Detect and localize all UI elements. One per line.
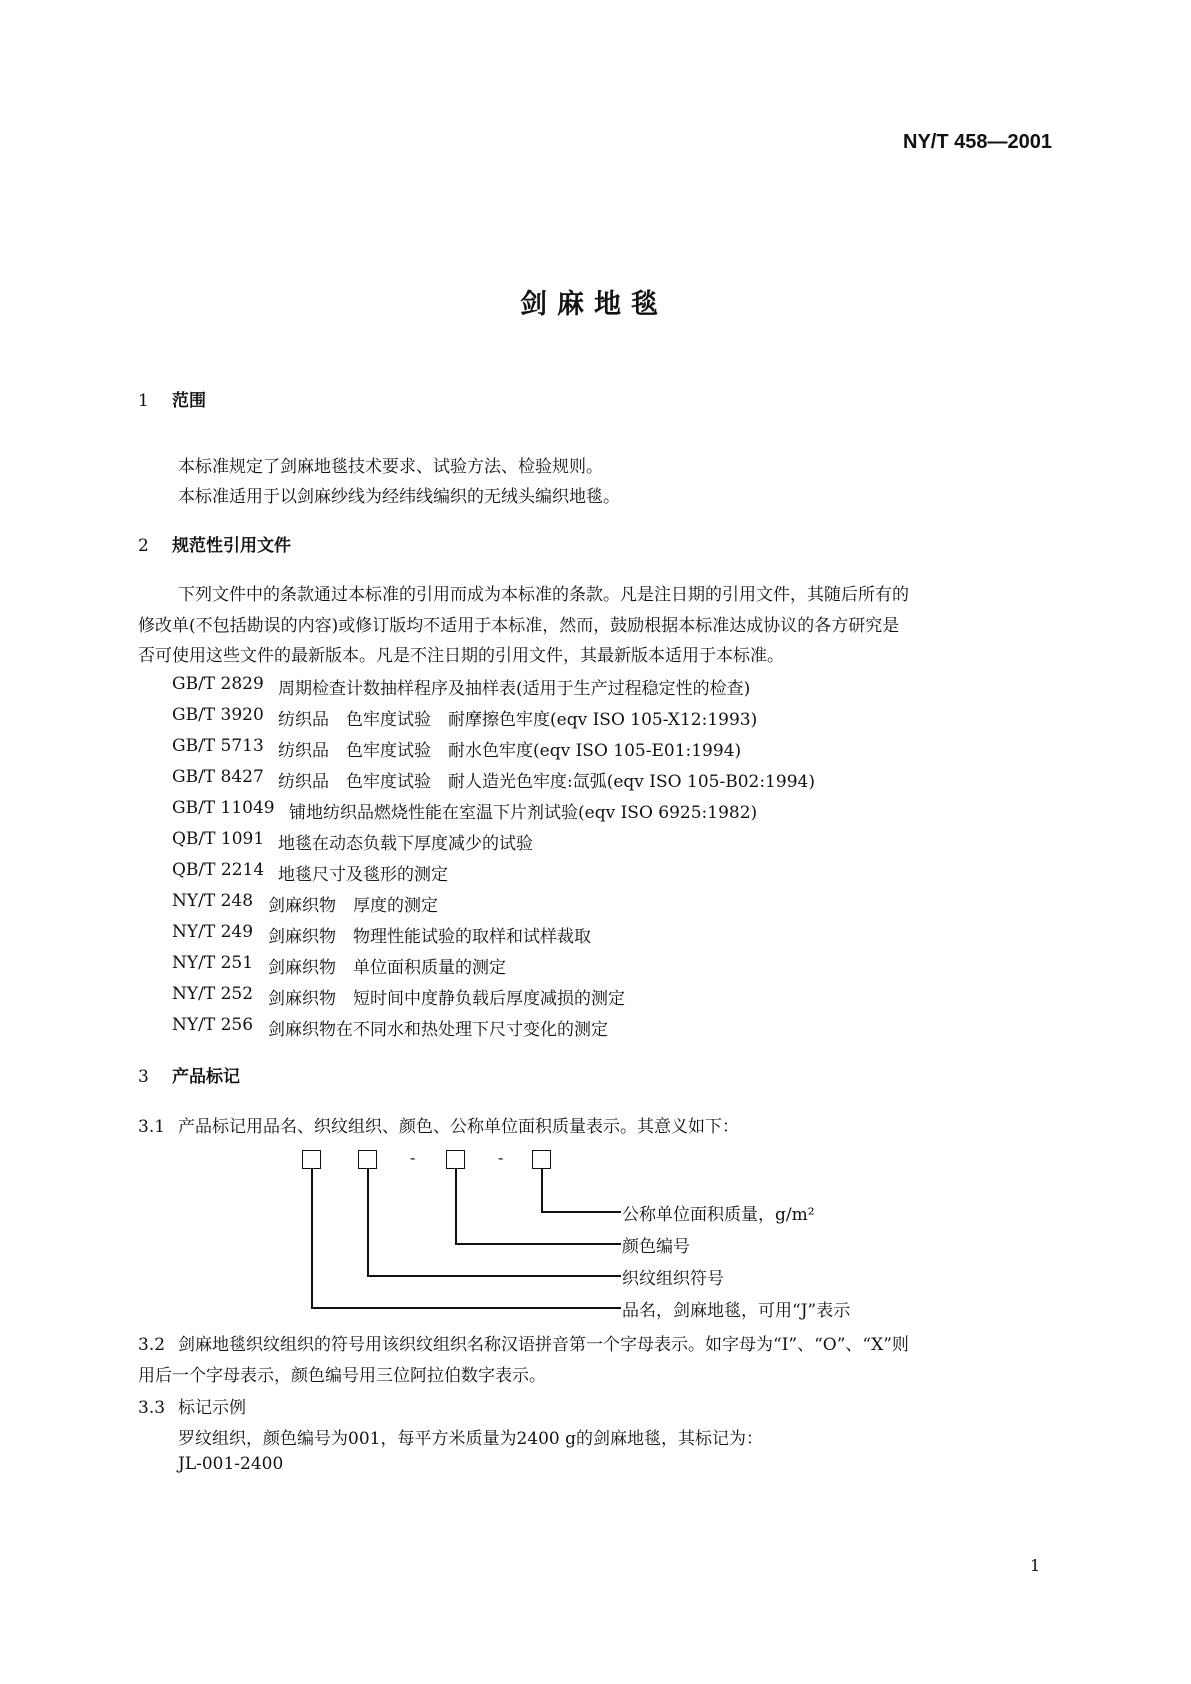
section-number: 2 [138, 536, 149, 556]
reference-code: GB/T 5713 [172, 736, 264, 756]
page-number: 1 [1030, 1556, 1041, 1575]
standard-number: NY/T 458—2001 [903, 131, 1052, 153]
marking-separator: - [410, 1148, 416, 1167]
marking-box-name [302, 1150, 321, 1169]
reference-title: 纺织品 色牢度试验 耐人造光色牢度:氙弧(eqv ISO 105-B02:1994) [278, 772, 815, 792]
reference-title: 剑麻织物 厚度的测定 [268, 896, 438, 916]
reference-code: NY/T 251 [172, 953, 254, 973]
reference-title: 剑麻织物 短时间中度静负载后厚度减损的测定 [268, 989, 625, 1009]
section-number: 3 [138, 1067, 149, 1087]
section-2-heading [138, 531, 291, 556]
paragraph: 下列文件中的条款通过本标准的引用而成为本标准的条款。凡是注日期的引用文件，其随后所有的 [178, 585, 909, 605]
reference-title: 地毯在动态负载下厚度减少的试验 [278, 834, 533, 854]
paragraph: 否可使用这些文件的最新版本。凡是不注日期的引用文件，其最新版本适用于本标准。 [138, 646, 784, 666]
marking-example: JL-001-2400 [178, 1454, 284, 1474]
reference-title: 剑麻织物在不同水和热处理下尺寸变化的测定 [268, 1020, 608, 1040]
clause-number: 3.3 [138, 1398, 166, 1418]
reference-title: 铺地纺织品燃烧性能在室温下片剂试验(eqv ISO 6925:1982) [289, 803, 758, 823]
paragraph: 用后一个字母表示，颜色编号用三位阿拉伯数字表示。 [138, 1366, 546, 1386]
leader-line [541, 1211, 621, 1213]
clause-3-3 [138, 1393, 246, 1418]
reference-title: 地毯尺寸及毯形的测定 [278, 865, 448, 885]
paragraph: 本标准适用于以剑麻纱线为经纬线编织的无绒头编织地毯。 [178, 487, 620, 507]
paragraph: 修改单(不包括勘误的内容)或修订版均不适用于本标准，然而，鼓励根据本标准达成协议的各方研究是 [138, 616, 900, 636]
reference-title: 纺织品 色牢度试验 耐水色牢度(eqv ISO 105-E01:1994) [278, 741, 742, 761]
clause-title: 标记示例 [178, 1398, 246, 1418]
reference-title: 剑麻织物 单位面积质量的测定 [268, 958, 506, 978]
leader-line [367, 1275, 621, 1277]
leader-line [455, 1169, 457, 1244]
leader-line [541, 1169, 543, 1212]
leader-line [311, 1307, 621, 1309]
reference-code: GB/T 11049 [172, 798, 275, 818]
section-number: 1 [138, 391, 149, 411]
diagram-label-weave: 织纹组织符号 [622, 1269, 724, 1289]
reference-code: NY/T 249 [172, 922, 254, 942]
reference-title: 周期检查计数抽样程序及抽样表(适用于生产过程稳定性的检查) [278, 679, 751, 699]
section-1-heading [138, 386, 206, 411]
reference-code: NY/T 248 [172, 891, 254, 911]
reference-code: NY/T 252 [172, 984, 254, 1004]
paragraph: 罗纹组织，颜色编号为001，每平方米质量为2400 g的剑麻地毯，其标记为： [178, 1429, 763, 1449]
section-3-heading [138, 1062, 240, 1087]
reference-code: NY/T 256 [172, 1015, 254, 1035]
marking-box-color [446, 1150, 465, 1169]
reference-code: GB/T 2829 [172, 674, 264, 694]
section-title: 产品标记 [172, 1067, 240, 1087]
diagram-label-weight: 公称单位面积质量，g/m² [622, 1205, 815, 1225]
clause-text: 剑麻地毯织纹组织的符号用该织纹组织名称汉语拼音第一个字母表示。如字母为“I”、“O”、“X”则 [178, 1335, 909, 1355]
document-title: 剑麻地毯 [520, 289, 668, 320]
reference-code: QB/T 2214 [172, 860, 265, 880]
clause-number: 3.1 [138, 1117, 166, 1137]
reference-title: 纺织品 色牢度试验 耐摩擦色牢度(eqv ISO 105-X12:1993) [278, 710, 758, 730]
clause-3-2 [138, 1330, 909, 1355]
leader-line [455, 1243, 621, 1245]
clause-3-1 [138, 1112, 739, 1137]
diagram-label-color: 颜色编号 [622, 1237, 690, 1257]
section-title: 范围 [172, 391, 206, 411]
marking-box-weave [358, 1150, 377, 1169]
paragraph: 本标准规定了剑麻地毯技术要求、试验方法、检验规则。 [178, 457, 603, 477]
leader-line [311, 1169, 313, 1308]
reference-code: QB/T 1091 [172, 829, 265, 849]
diagram-label-name: 品名，剑麻地毯，可用“J”表示 [622, 1301, 851, 1321]
reference-code: GB/T 8427 [172, 767, 264, 787]
marking-separator: - [498, 1148, 504, 1167]
section-title: 规范性引用文件 [172, 536, 291, 556]
marking-box-weight [532, 1150, 551, 1169]
clause-number: 3.2 [138, 1335, 166, 1355]
clause-text: 产品标记用品名、织纹组织、颜色、公称单位面积质量表示。其意义如下： [178, 1117, 739, 1137]
reference-code: GB/T 3920 [172, 705, 264, 725]
reference-title: 剑麻织物 物理性能试验的取样和试样裁取 [268, 927, 591, 947]
leader-line [367, 1169, 369, 1276]
